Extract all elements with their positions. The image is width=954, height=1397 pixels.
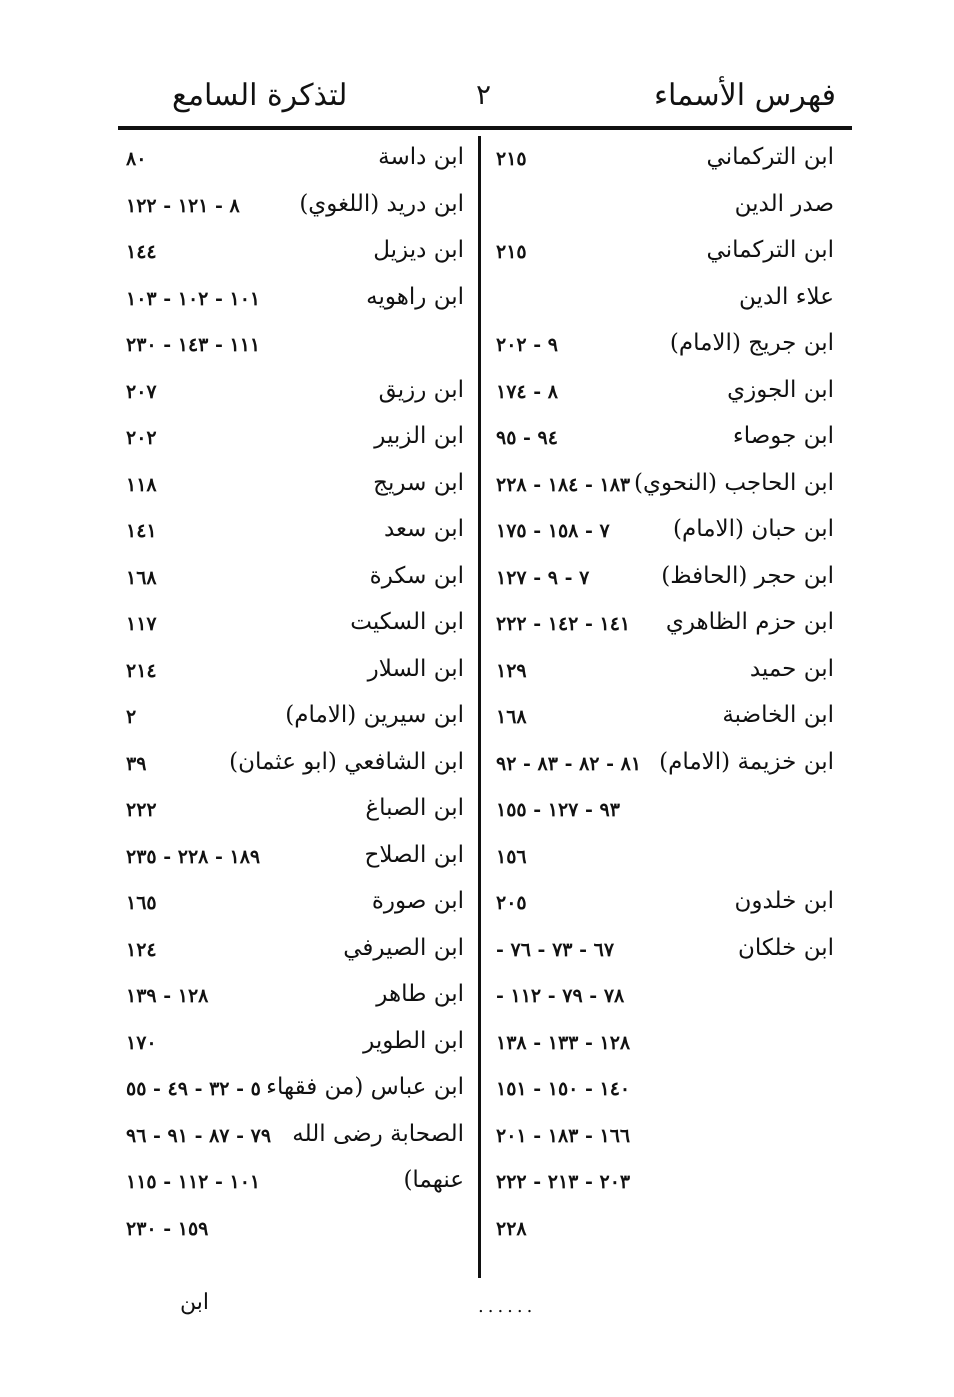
index-entry [120, 977, 472, 1024]
entry-pages: ١١٨ [126, 473, 157, 496]
entry-pages: ١٤٤ [126, 241, 157, 263]
index-entry [120, 884, 472, 931]
entry-name: ابن رزيق [378, 376, 464, 403]
entry-name: ابن الشافعي (ابو عثمان) [229, 748, 464, 775]
entry-pages: ٨ - ١٧٤ [496, 380, 558, 403]
index-entry [120, 791, 472, 838]
entry-name: ابن سريج [373, 469, 464, 496]
entry-pages: ١٢٤ [126, 938, 157, 961]
entry-name: ابن حبان (الامام) [673, 516, 834, 542]
index-entry [492, 373, 842, 420]
entry-pages: ٢٢٨ [496, 1217, 527, 1240]
index-entry [120, 559, 472, 606]
index-entry [120, 233, 472, 280]
page-number: ٢ [476, 78, 492, 111]
entry-name: ابن التركماني [706, 237, 834, 263]
entry-name: ابن دريد (اللغوي) [299, 190, 464, 217]
entry-pages: ١٢٩ [496, 659, 527, 682]
left-column [120, 140, 472, 1256]
right-column [492, 140, 842, 1256]
entry-pages: ٢٠٢ [126, 427, 157, 449]
entry-pages: ٨ - ١٢١ - ١٢٢ [126, 194, 240, 217]
index-entry [492, 931, 842, 978]
entry-pages: ١٢٨ - ١٣٣ - ١٣٨ [496, 1031, 631, 1054]
entry-pages: ٥ - ٣٢ - ٤٩ - ٥٥ [126, 1078, 261, 1100]
entry-pages: ٩٤ - ٩٥ [496, 427, 558, 449]
entry-name: ابن حميد [749, 655, 834, 682]
entry-pages: ٩٣ - ١٢٧ - ١٥٥ [496, 799, 620, 821]
entry-pages: ٢١٤ [126, 659, 157, 682]
entry-pages: ٢٢٢ [126, 799, 157, 821]
entry-pages: ١٢٨ - ١٣٩ [126, 985, 209, 1007]
index-entry [120, 745, 472, 792]
entry-name: ابن راهويه [366, 283, 464, 310]
entry-name: ابن جوصاء [732, 423, 834, 449]
entry-name: ابن حجر (الحافظ) [661, 562, 834, 589]
entry-pages: ١١١ - ١٤٣ - ٢٣٠ [126, 334, 261, 356]
entry-pages: ١٠١ - ١١٢ - ١١٥ [126, 1171, 261, 1193]
entry-name: ابن الصلاح [364, 841, 464, 868]
entry-name: ابن السكيت [350, 609, 464, 635]
entry-pages: ١٦٨ [126, 566, 157, 589]
entry-pages: ١٦٨ [496, 706, 527, 728]
entry-name: صدر الدين [734, 190, 834, 217]
index-entry [492, 326, 842, 373]
entry-pages: ٧٨ - ٧٩ - ١١٢ - [496, 985, 625, 1007]
index-entry [120, 187, 472, 234]
entry-name: ابن جريج (الامام) [669, 330, 834, 356]
entry-name: ابن الزبير [374, 423, 464, 449]
index-entry [492, 838, 842, 885]
entry-name: ابن خلدون [734, 888, 834, 914]
index-entry [492, 791, 842, 838]
entry-pages: ١١٧ [126, 613, 157, 635]
index-entry [120, 698, 472, 745]
entry-pages: ٢٠٣ - ٢١٣ - ٢٢٢ [496, 1171, 631, 1193]
index-entry [492, 233, 842, 280]
entry-pages: ٧ - ٩ - ١٢٧ [496, 566, 590, 589]
entry-pages: ٧٩ - ٨٧ - ٩١ - ٩٦ [126, 1124, 272, 1147]
index-entry [492, 140, 842, 187]
entry-pages: ١٨٣ - ١٨٤ - ٢٢٨ [496, 473, 631, 496]
entry-name: ابن الطوير [363, 1027, 464, 1054]
entry-pages: ٧ - ١٥٨ - ١٧٥ [496, 520, 610, 542]
index-entry [492, 1024, 842, 1071]
entry-pages: ٢ [126, 706, 137, 728]
index-entry [492, 884, 842, 931]
index-entry [492, 559, 842, 606]
index-entry [120, 1070, 472, 1117]
entry-name: ابن داسة [378, 144, 464, 170]
entry-name: ابن الصيرفي [343, 934, 464, 961]
entry-name: ابن عباس (من فقهاء [266, 1074, 464, 1100]
entry-name: ابن سعد [383, 516, 464, 542]
entry-pages: ٨٠ [126, 148, 147, 170]
entry-name: ابن سكرة [369, 562, 464, 589]
entry-pages: ٢٠٧ [126, 380, 157, 403]
index-entry [120, 140, 472, 187]
footer-dots: ...... [478, 1296, 537, 1317]
entry-name: ابن حزم الظاهري [665, 609, 834, 635]
entry-pages: ٦٧ - ٧٣ - ٧٦ - [496, 938, 615, 961]
index-entry [492, 512, 842, 559]
entry-pages: ١٥٩ - ٢٣٠ [126, 1217, 209, 1240]
entry-name: ابن السلار [367, 655, 464, 682]
entry-pages: ١٨٩ - ٢٢٨ - ٢٣٥ [126, 845, 261, 868]
entry-name: ابن خلكان [737, 934, 834, 961]
entry-name: ابن الجوزي [727, 376, 834, 403]
index-entry [120, 419, 472, 466]
index-entry [492, 419, 842, 466]
entry-name: ابن الحاجب (النحوي) [634, 469, 834, 496]
entry-name: ابن ديزيل [373, 237, 464, 263]
index-entry [120, 280, 472, 327]
entry-pages: ١٠١ - ١٠٢ - ١٠٣ [126, 287, 261, 310]
entry-pages: ١٦٦ - ١٨٣ - ٢٠١ [496, 1124, 631, 1147]
entry-pages: ٩ - ٢٠٢ [496, 334, 558, 356]
index-entry [120, 1024, 472, 1071]
entry-pages: ٢٠٥ [496, 892, 527, 914]
index-entry [492, 280, 842, 327]
index-title: فهرس الأسماء [653, 78, 836, 113]
index-entry [492, 698, 842, 745]
entry-pages: ١٤١ - ١٤٢ - ٢٢٢ [496, 613, 631, 635]
index-entry [120, 931, 472, 978]
book-title: لتذكرة السامع [172, 78, 348, 113]
entry-name: ابن صورة [371, 888, 464, 914]
index-entry [120, 512, 472, 559]
index-entry [120, 605, 472, 652]
entry-name: عنهما) [403, 1167, 464, 1193]
index-entry [120, 1210, 472, 1257]
entry-pages: ٢١٥ [496, 148, 527, 170]
entry-name: ابن الصباغ [365, 795, 464, 821]
index-entry [492, 1163, 842, 1210]
entry-pages: ١٧٠ [126, 1031, 157, 1054]
index-entry [492, 1117, 842, 1164]
index-entry [120, 1163, 472, 1210]
index-entry [120, 373, 472, 420]
index-entry [120, 326, 472, 373]
entry-pages: ٢١٥ [496, 241, 527, 263]
entry-name: ابن سيرين (الامام) [285, 702, 464, 728]
entry-pages: ١٦٥ [126, 892, 157, 914]
index-entry [492, 977, 842, 1024]
index-entry [492, 466, 842, 513]
entry-pages: ٣٩ [126, 752, 147, 775]
index-entry [492, 652, 842, 699]
entry-name: ابن التركماني [706, 144, 834, 170]
entry-name: الصحابة رضى الله [292, 1120, 464, 1147]
index-entry [492, 1070, 842, 1117]
entry-pages: ١٥٦ [496, 845, 527, 868]
entry-pages: ١٤١ [126, 520, 157, 542]
column-divider [478, 136, 481, 1278]
index-entry [492, 605, 842, 652]
index-entry [120, 1117, 472, 1164]
catchword: ابن [180, 1290, 209, 1315]
index-entry [492, 745, 842, 792]
entry-pages: ٨١ - ٨٢ - ٨٣ - ٩٢ [496, 752, 642, 775]
index-entry [120, 838, 472, 885]
entry-name: ابن الخاضبة [722, 702, 834, 728]
entry-name: ابن طاهر [376, 981, 464, 1007]
header-rule [118, 126, 852, 130]
index-entry [120, 652, 472, 699]
entry-pages: ١٤٠ - ١٥٠ - ١٥١ [496, 1078, 631, 1100]
entry-name: ابن خزيمة (الامام) [659, 748, 834, 775]
index-entry [120, 466, 472, 513]
index-entry [492, 1210, 842, 1257]
index-entry [492, 187, 842, 234]
entry-name: علاء الدين [739, 283, 834, 310]
